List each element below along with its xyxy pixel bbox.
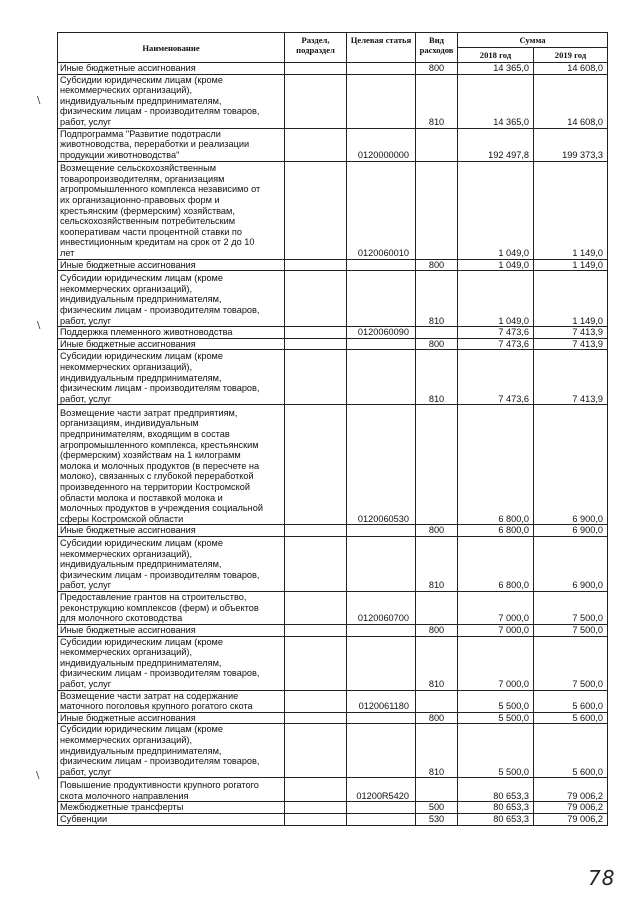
row-target-code-cell: 01200R5420 — [347, 778, 416, 802]
table-row — [58, 624, 608, 636]
row-name-cell: Иные бюджетные ассигнования — [58, 63, 285, 75]
row-expense-kind-cell: 800 — [416, 712, 458, 724]
row-expense-kind-cell: 800 — [416, 338, 458, 350]
row-expense-kind-cell: 800 — [416, 259, 458, 271]
row-name-cell: Возмещение части затрат на содержание маточного поголовья крупного рогатого скота — [58, 690, 285, 712]
table-row — [58, 338, 608, 350]
row-sum-2019-cell: 6 900,0 — [534, 525, 608, 537]
row-name-cell: Повышение продуктивности крупного рогатого скота молочного направления — [58, 778, 285, 802]
row-target-code-cell — [347, 636, 416, 690]
table-row — [58, 405, 608, 525]
row-sum-2018-cell: 14 365,0 — [458, 63, 534, 75]
row-expense-kind-cell: 810 — [416, 636, 458, 690]
table-row — [58, 271, 608, 327]
table-body — [58, 63, 608, 826]
table-row — [58, 128, 608, 161]
row-sum-2019-cell: 5 600,0 — [534, 712, 608, 724]
row-sum-2019-cell: 5 600,0 — [534, 690, 608, 712]
row-name-cell: Возмещение сельскохозяйственным товаропроизводителям, организациям агропромышленного комплекса независимо от их организационно-правовых форм и крестьянским (фермерским) хозяйствам, сельскохозяйственным потребительским кооперативам части процентной ставки по инвестиционным кредитам на срок от 2 до 10 лет — [58, 161, 285, 259]
row-sum-2018-cell: 6 800,0 — [458, 405, 534, 525]
row-sum-2019-cell: 7 413,9 — [534, 350, 608, 405]
row-sum-2018-cell: 5 500,0 — [458, 724, 534, 778]
table-row — [58, 813, 608, 825]
row-target-code-cell — [347, 338, 416, 350]
row-expense-kind-cell: 800 — [416, 624, 458, 636]
row-target-code-cell — [347, 350, 416, 405]
row-expense-kind-cell — [416, 128, 458, 161]
row-name-cell: Подпрограмма "Развитие подотрасли животноводства, переработки и реализации продукции животноводства" — [58, 128, 285, 161]
row-name-cell: Поддержка племенного животноводства — [58, 327, 285, 339]
row-sum-2018-cell: 7 000,0 — [458, 636, 534, 690]
row-name-cell: Иные бюджетные ассигнования — [58, 259, 285, 271]
row-section-cell — [285, 724, 347, 778]
row-name-cell: Субсидии юридическим лицам (кроме некоммерческих организаций), индивидуальным предпринимателям, физическим лицам - производителям товаров, работ, услуг — [58, 724, 285, 778]
row-expense-kind-cell: 810 — [416, 536, 458, 591]
row-sum-2019-cell: 7 413,9 — [534, 338, 608, 350]
row-target-code-cell: 0120060530 — [347, 405, 416, 525]
row-expense-kind-cell — [416, 690, 458, 712]
row-target-code-cell — [347, 724, 416, 778]
row-section-cell — [285, 63, 347, 75]
row-section-cell — [285, 813, 347, 825]
row-expense-kind-cell — [416, 778, 458, 802]
row-expense-kind-cell: 810 — [416, 724, 458, 778]
table-row — [58, 74, 608, 128]
header-year-2018: 2018 год — [458, 48, 534, 63]
table-row — [58, 525, 608, 537]
row-target-code-cell — [347, 271, 416, 327]
budget-table — [57, 32, 608, 826]
row-name-cell: Субсидии юридическим лицам (кроме некоммерческих организаций), индивидуальным предпринимателям, физическим лицам - производителям товаров, работ, услуг — [58, 636, 285, 690]
row-sum-2018-cell: 14 365,0 — [458, 74, 534, 128]
row-name-cell: Субсидии юридическим лицам (кроме некоммерческих организаций), индивидуальным предпринимателям, физическим лицам - производителям товаров, работ, услуг — [58, 74, 285, 128]
row-section-cell — [285, 405, 347, 525]
row-expense-kind-cell: 810 — [416, 271, 458, 327]
row-sum-2019-cell: 7 500,0 — [534, 636, 608, 690]
row-target-code-cell: 0120060090 — [347, 327, 416, 339]
row-expense-kind-cell — [416, 405, 458, 525]
row-sum-2019-cell: 6 900,0 — [534, 536, 608, 591]
row-expense-kind-cell — [416, 591, 458, 624]
row-section-cell — [285, 690, 347, 712]
table-row — [58, 161, 608, 259]
row-sum-2019-cell: 7 500,0 — [534, 591, 608, 624]
row-sum-2019-cell: 1 149,0 — [534, 161, 608, 259]
table-row — [58, 63, 608, 75]
table-row — [58, 778, 608, 802]
table-row — [58, 724, 608, 778]
row-sum-2019-cell: 1 149,0 — [534, 259, 608, 271]
row-target-code-cell — [347, 63, 416, 75]
header-target: Целевая статья — [347, 33, 416, 63]
row-section-cell — [285, 712, 347, 724]
row-section-cell — [285, 271, 347, 327]
row-name-cell: Субсидии юридическим лицам (кроме некоммерческих организаций), индивидуальным предпринимателям, физическим лицам - производителям товаров, работ, услуг — [58, 536, 285, 591]
row-sum-2019-cell: 79 006,2 — [534, 813, 608, 825]
row-sum-2019-cell: 6 900,0 — [534, 405, 608, 525]
row-name-cell: Субвенции — [58, 813, 285, 825]
row-name-cell: Межбюджетные трансферты — [58, 802, 285, 814]
row-name-cell: Субсидии юридическим лицам (кроме некоммерческих организаций), индивидуальным предпринимателям, физическим лицам - производителям товаров, работ, услуг — [58, 271, 285, 327]
row-target-code-cell — [347, 624, 416, 636]
header-sum: Сумма — [458, 33, 608, 48]
row-sum-2018-cell: 5 500,0 — [458, 690, 534, 712]
row-name-cell: Иные бюджетные ассигнования — [58, 712, 285, 724]
row-section-cell — [285, 591, 347, 624]
row-target-code-cell — [347, 536, 416, 591]
table-row — [58, 350, 608, 405]
row-expense-kind-cell — [416, 161, 458, 259]
row-target-code-cell — [347, 802, 416, 814]
table-row — [58, 636, 608, 690]
row-sum-2018-cell: 80 653,3 — [458, 778, 534, 802]
row-section-cell — [285, 778, 347, 802]
row-sum-2019-cell: 79 006,2 — [534, 802, 608, 814]
row-section-cell — [285, 802, 347, 814]
row-sum-2018-cell: 7 000,0 — [458, 624, 534, 636]
row-sum-2018-cell: 80 653,3 — [458, 802, 534, 814]
table-row — [58, 712, 608, 724]
row-name-cell: Субсидии юридическим лицам (кроме некоммерческих организаций), индивидуальным предпринимателям, физическим лицам - производителям товаров, работ, услуг — [58, 350, 285, 405]
table-row — [58, 259, 608, 271]
row-sum-2018-cell: 1 049,0 — [458, 161, 534, 259]
row-target-code-cell: 0120000000 — [347, 128, 416, 161]
table-row — [58, 690, 608, 712]
header-kind: Вид расходов — [416, 33, 458, 63]
row-target-code-cell: 0120060010 — [347, 161, 416, 259]
row-section-cell — [285, 350, 347, 405]
row-expense-kind-cell: 810 — [416, 350, 458, 405]
table-row — [58, 591, 608, 624]
row-sum-2018-cell: 7 473,6 — [458, 327, 534, 339]
row-sum-2019-cell: 14 608,0 — [534, 63, 608, 75]
row-target-code-cell — [347, 259, 416, 271]
row-sum-2019-cell: 1 149,0 — [534, 271, 608, 327]
row-section-cell — [285, 525, 347, 537]
header-year-2019: 2019 год — [534, 48, 608, 63]
row-target-code-cell: 0120060700 — [347, 591, 416, 624]
row-sum-2018-cell: 6 800,0 — [458, 536, 534, 591]
row-sum-2019-cell: 7 413,9 — [534, 327, 608, 339]
row-sum-2018-cell: 5 500,0 — [458, 712, 534, 724]
row-sum-2019-cell: 79 006,2 — [534, 778, 608, 802]
row-name-cell: Иные бюджетные ассигнования — [58, 624, 285, 636]
row-name-cell: Иные бюджетные ассигнования — [58, 525, 285, 537]
margin-mark: \ — [37, 95, 41, 106]
row-target-code-cell — [347, 525, 416, 537]
row-name-cell: Возмещение части затрат предприятиям, организациям, индивидуальным предпринимателям, входящим в состав агропромышленного комплекса, крестьянским (фермерским) хозяйствам на 1 килограмм молока и молочных продуктов (в пересчете на молоко), связанных с глубокой переработкой произведенного на территории Костромской области молока и поставкой молока и молочных продуктов в учреждения социальной сферы Костромской области — [58, 405, 285, 525]
row-section-cell — [285, 536, 347, 591]
row-section-cell — [285, 636, 347, 690]
table-row — [58, 802, 608, 814]
row-section-cell — [285, 327, 347, 339]
row-sum-2018-cell: 7 473,6 — [458, 350, 534, 405]
row-expense-kind-cell: 530 — [416, 813, 458, 825]
row-section-cell — [285, 74, 347, 128]
row-expense-kind-cell: 800 — [416, 63, 458, 75]
margin-mark: \ — [37, 320, 41, 331]
row-expense-kind-cell: 800 — [416, 525, 458, 537]
table-row — [58, 536, 608, 591]
header-name: Наименование — [58, 33, 285, 63]
row-sum-2018-cell: 1 049,0 — [458, 271, 534, 327]
row-sum-2018-cell: 7 000,0 — [458, 591, 534, 624]
row-sum-2018-cell: 80 653,3 — [458, 813, 534, 825]
table-row — [58, 327, 608, 339]
margin-mark: \ — [36, 770, 40, 781]
row-name-cell: Предоставление грантов на строительство, реконструкцию комплексов (ферм) и объектов для молочного скотоводства — [58, 591, 285, 624]
header-section: Раздел, подраздел — [285, 33, 347, 63]
row-section-cell — [285, 128, 347, 161]
row-sum-2019-cell: 5 600,0 — [534, 724, 608, 778]
row-section-cell — [285, 338, 347, 350]
row-expense-kind-cell: 500 — [416, 802, 458, 814]
row-sum-2018-cell: 192 497,8 — [458, 128, 534, 161]
row-target-code-cell — [347, 813, 416, 825]
row-sum-2018-cell: 1 049,0 — [458, 259, 534, 271]
row-section-cell — [285, 259, 347, 271]
row-section-cell — [285, 624, 347, 636]
row-target-code-cell — [347, 712, 416, 724]
budget-table-sheet — [57, 32, 607, 826]
row-expense-kind-cell: 810 — [416, 74, 458, 128]
row-sum-2018-cell: 6 800,0 — [458, 525, 534, 537]
row-name-cell: Иные бюджетные ассигнования — [58, 338, 285, 350]
page-number: 78 — [588, 866, 616, 890]
row-target-code-cell: 0120061180 — [347, 690, 416, 712]
row-section-cell — [285, 161, 347, 259]
row-sum-2019-cell: 199 373,3 — [534, 128, 608, 161]
row-sum-2019-cell: 14 608,0 — [534, 74, 608, 128]
row-sum-2019-cell: 7 500,0 — [534, 624, 608, 636]
row-sum-2018-cell: 7 473,6 — [458, 338, 534, 350]
row-expense-kind-cell — [416, 327, 458, 339]
row-target-code-cell — [347, 74, 416, 128]
